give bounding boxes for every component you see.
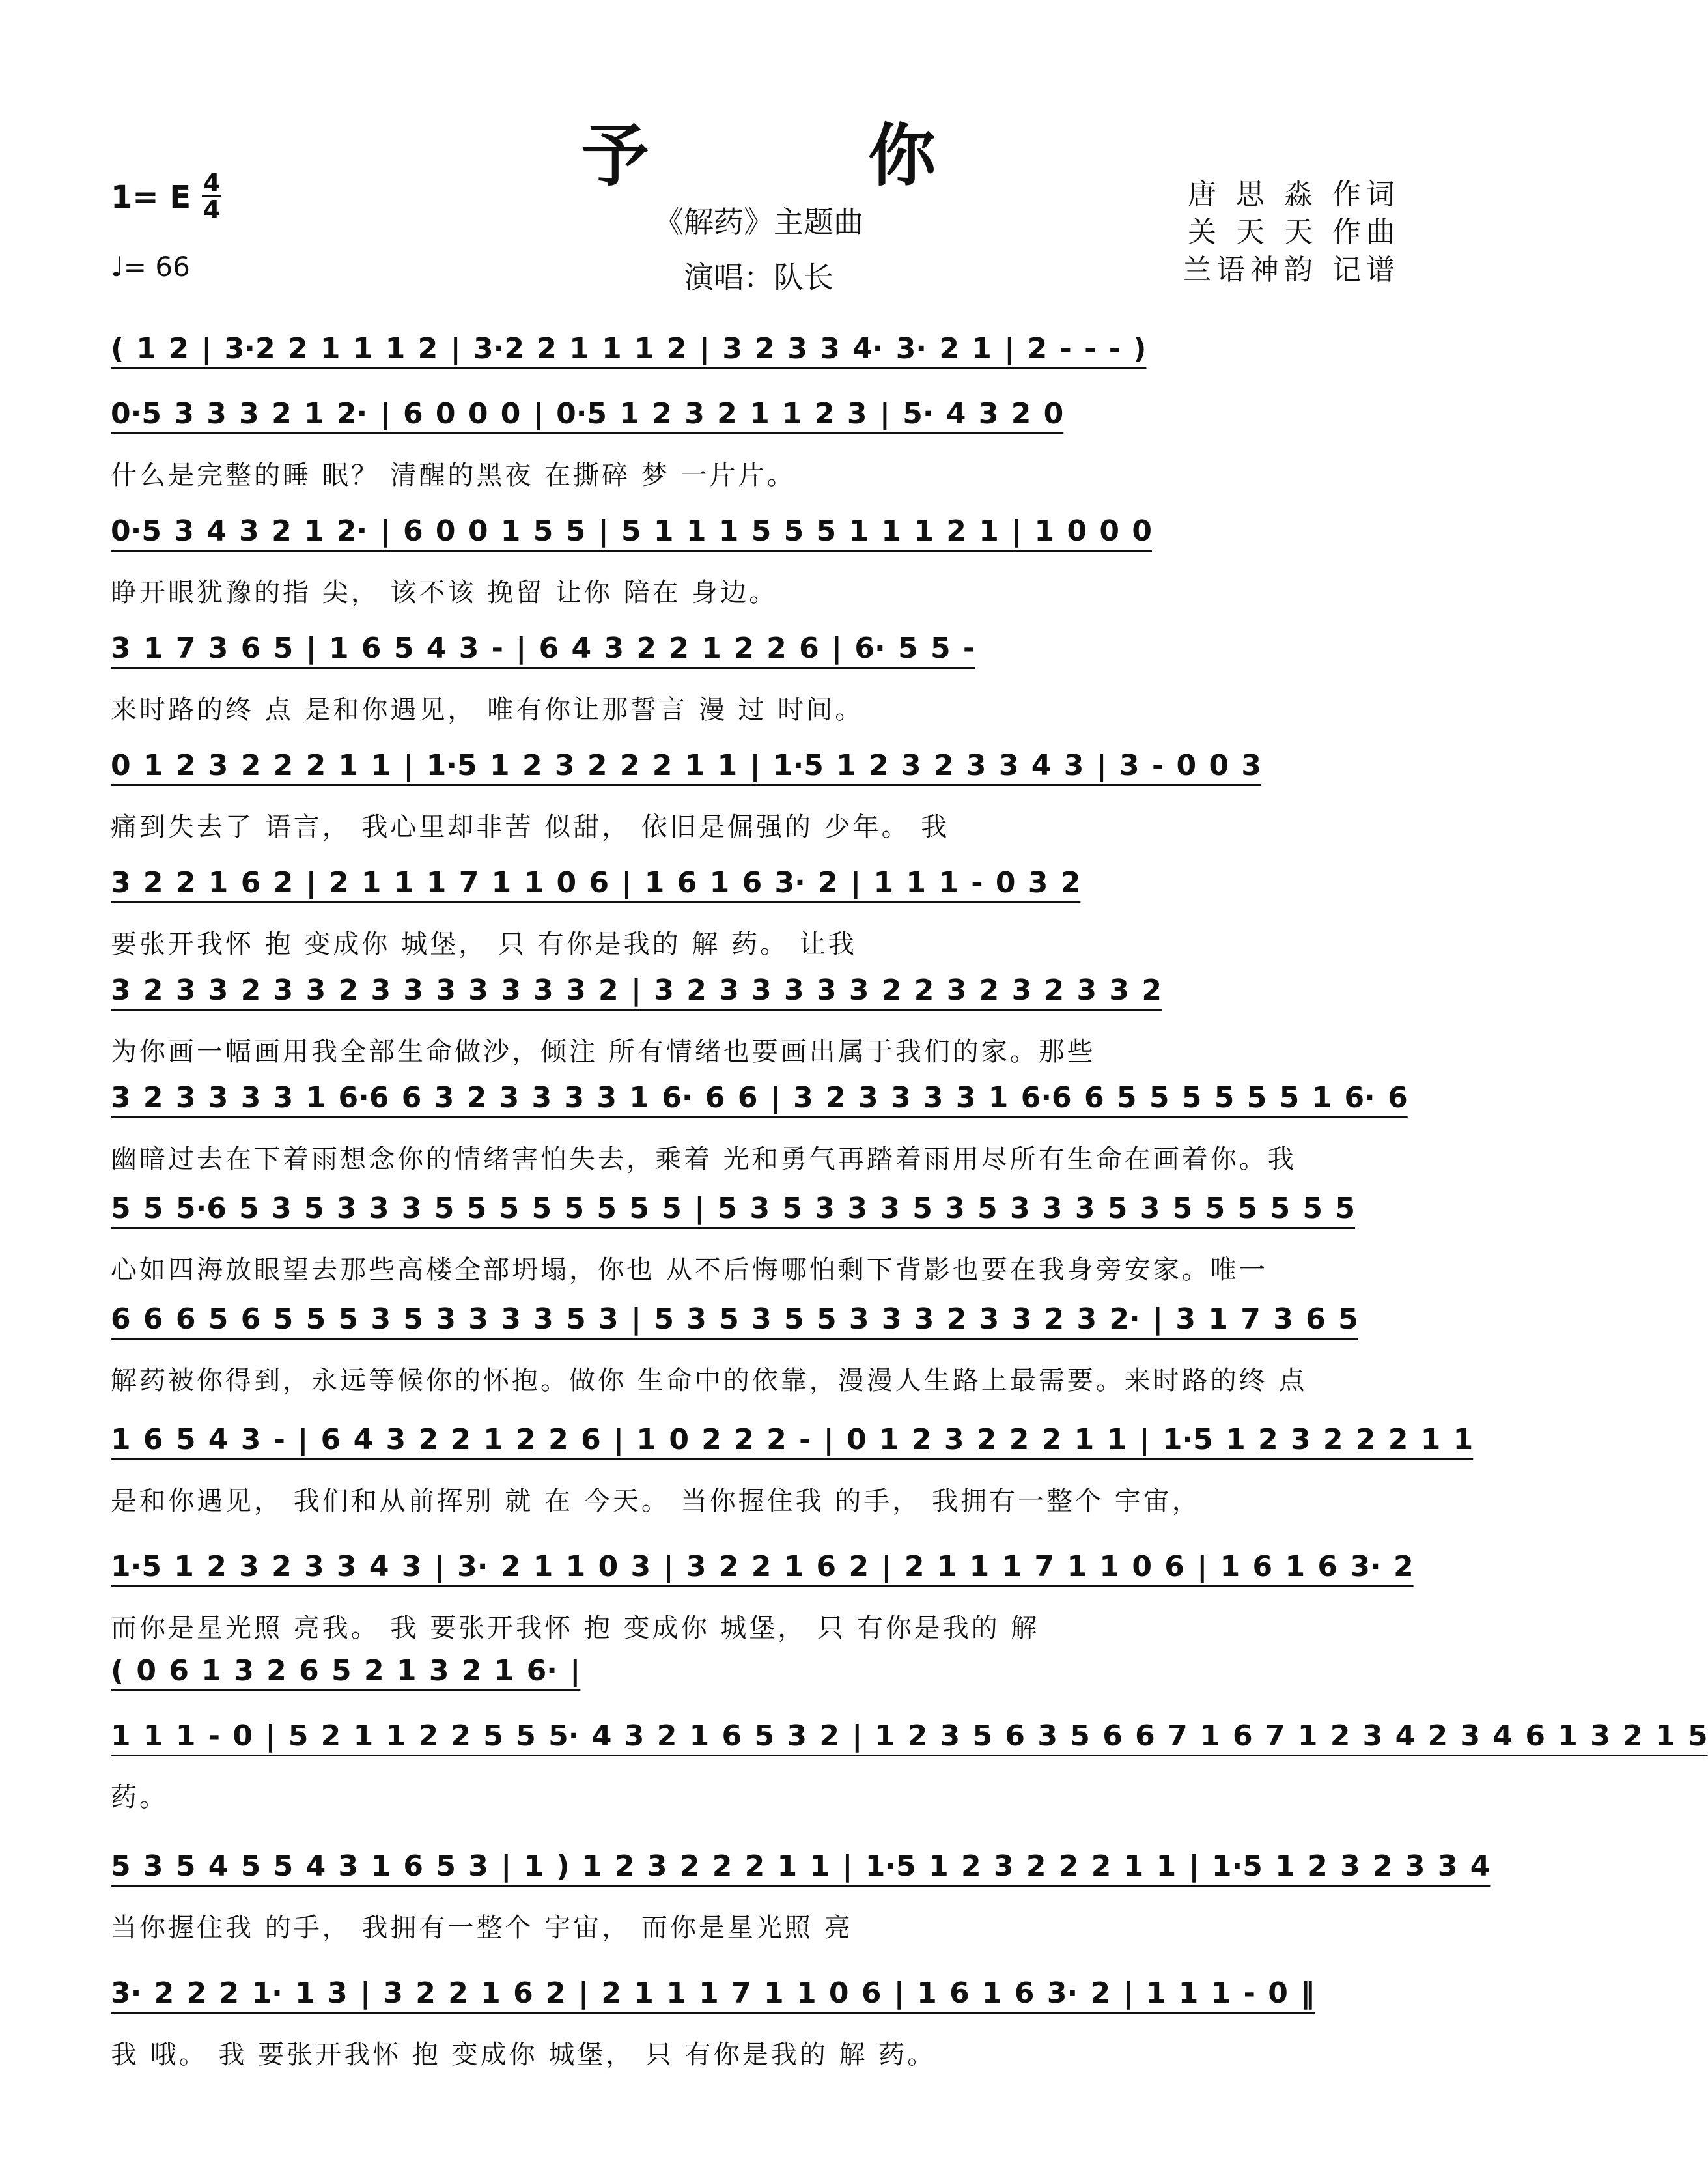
key-signature: 1= E [111, 179, 191, 216]
singer: 演唱：队长 [684, 260, 833, 295]
notation-row: 1 1 1 - 0 | 5 2 1 1 2 2 5 5 5· 4 3 2 1 6 5 3 2 | 1 2 3 5 6 3 5 6 6 7 1 6 7 1 2 3 4 2 3 4 6 1 3 2 1 5 [111, 1719, 1708, 1753]
lyrics-row: 心如四海放眼望去那些高楼全部坍塌，你也 从不后悔哪怕剩下背影也要在我身旁安家。唯一 [111, 1255, 1268, 1285]
transcriber-credit: 兰语神韵 记谱 [1183, 253, 1400, 287]
notation-row: 5 5 5·6 5 3 5 3 3 3 5 5 5 5 5 5 5 5 | 5 3 5 3 3 3 5 3 5 3 3 3 5 3 5 5 5 5 5 5 [111, 1192, 1355, 1225]
lyrics-row: 要张开我怀 抱 变成你 城堡， 只 有你是我的 解 药。 让我 [111, 929, 857, 959]
notation-row: 3 2 2 1 6 2 | 2 1 1 1 7 1 1 0 6 | 1 6 1 6 3· 2 | 1 1 1 - 0 3 2 [111, 866, 1081, 899]
notation-row: 0·5 3 3 3 2 1 2· | 6 0 0 0 | 0·5 1 2 3 2 1 1 2 3 | 5· 4 3 2 0 [111, 397, 1064, 430]
notation-row: 6 6 6 5 6 5 5 5 3 5 3 3 3 3 5 3 | 5 3 5 3 5 5 3 3 3 2 3 3 2 3 2· | 3 1 7 3 6 5 [111, 1303, 1358, 1336]
lyrics-row: 为你画一幅画用我全部生命做沙，倾注 所有情绪也要画出属于我们的家。那些 [111, 1037, 1096, 1067]
notation-row: 3 2 3 3 3 3 1 6·6 6 3 2 3 3 3 3 1 6· 6 6 | 3 2 3 3 3 3 1 6·6 6 5 5 5 5 5 5 1 6· 6 [111, 1081, 1408, 1114]
page-title: 予 你 [581, 115, 1034, 195]
lyricist-credit: 唐 思 淼 作词 [1188, 178, 1400, 211]
tempo-mark: ♩= 66 [111, 251, 190, 283]
notation-row: 3 2 3 3 2 3 3 2 3 3 3 3 3 3 3 2 | 3 2 3 3 3 3 3 2 2 3 2 3 2 3 3 2 [111, 974, 1162, 1007]
lyrics-row: 解药被你得到，永远等候你的怀抱。做你 生命中的依靠，漫漫人生路上最需要。来时路的终 点 [111, 1366, 1308, 1396]
time-signature [202, 171, 221, 222]
notation-row: 3 1 7 3 6 5 | 1 6 5 4 3 - | 6 4 3 2 2 1 2 2 6 | 6· 5 5 - [111, 632, 975, 665]
subtitle: 《解药》主题曲 [654, 205, 863, 240]
lyrics-row: 痛到失去了 语言， 我心里却非苦 似甜， 依旧是倔强的 少年。 我 [111, 812, 950, 842]
meter-top: 4 [203, 169, 221, 197]
notation-row: 3· 2 2 2 1· 1 3 | 3 2 2 1 6 2 | 2 1 1 1 7 1 1 0 6 | 1 6 1 6 3· 2 | 1 1 1 - 0 ‖ [111, 1977, 1315, 2010]
lyrics-row: 当你握住我 的手， 我拥有一整个 宇宙， 而你是星光照 亮 [111, 1913, 853, 1943]
lyrics-row: 来时路的终 点 是和你遇见， 唯有你让那誓言 漫 过 时间。 [111, 695, 864, 725]
lyrics-row: 什么是完整的睡 眠？ 清醒的黑夜 在撕碎 梦 一片片。 [111, 460, 796, 490]
lyrics-row: 睁开眼犹豫的指 尖， 该不该 挽留 让你 陪在 身边。 [111, 578, 778, 608]
notation-row: 0 1 2 3 2 2 2 1 1 | 1·5 1 2 3 2 2 2 1 1 | 1·5 1 2 3 2 3 3 4 3 | 3 - 0 0 3 [111, 749, 1262, 782]
notation-row: ( 1 2 | 3·2 2 1 1 1 2 | 3·2 2 1 1 1 2 | 3 2 3 3 4· 3· 2 1 | 2 - - - ) [111, 332, 1147, 365]
notation-row: 1 6 5 4 3 - | 6 4 3 2 2 1 2 2 6 | 1 0 2 2 2 - | 0 1 2 3 2 2 2 1 1 | 1·5 1 2 3 2 2 2 1 1 [111, 1423, 1474, 1456]
lyrics-row: 药。 [111, 1783, 168, 1812]
meter-bottom: 4 [203, 195, 221, 224]
lyrics-row: 是和你遇见， 我们和从前挥别 就 在 今天。 当你握住我 的手， 我拥有一整个 宇宙， [111, 1486, 1201, 1516]
lyrics-row: 幽暗过去在下着雨想念你的情绪害怕失去，乘着 光和勇气再踏着雨用尽所有生命在画着你。我 [111, 1144, 1296, 1174]
notation-row: 5 3 5 4 5 5 4 3 1 6 5 3 | 1 ) 1 2 3 2 2 2 1 1 | 1·5 1 2 3 2 2 2 1 1 | 1·5 1 2 3 2 3 3 4 [111, 1850, 1491, 1883]
notation-row: 1·5 1 2 3 2 3 3 4 3 | 3· 2 1 1 0 3 | 3 2 2 1 6 2 | 2 1 1 1 7 1 1 0 6 | 1 6 1 6 3· 2 [111, 1550, 1414, 1583]
composer-credit: 关 天 天 作曲 [1188, 216, 1400, 249]
notation-row: ( 0 6 1 3 2 6 5 2 1 3 2 1 6· | [111, 1654, 581, 1687]
lyrics-row: 而你是星光照 亮我。 我 要张开我怀 抱 变成你 城堡， 只 有你是我的 解 [111, 1613, 1040, 1643]
notation-row: 0·5 3 4 3 2 1 2· | 6 0 0 1 5 5 | 5 1 1 1 5 5 5 1 1 1 2 1 | 1 0 0 0 [111, 515, 1152, 548]
lyrics-row: 我 哦。 我 要张开我怀 抱 变成你 城堡， 只 有你是我的 解 药。 [111, 2040, 936, 2070]
